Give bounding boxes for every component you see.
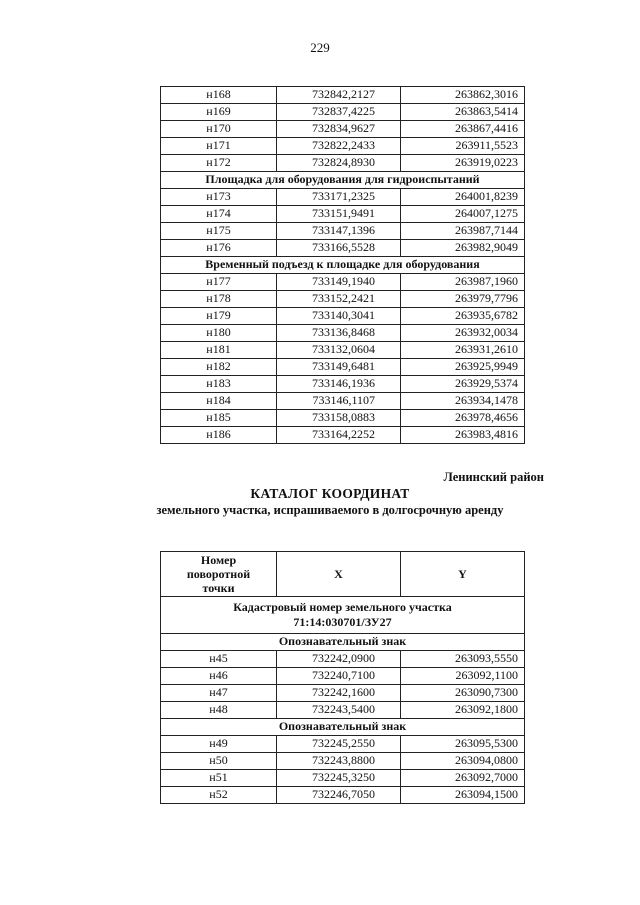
table-row [161, 240, 525, 257]
y-coordinate-cell: 263862,3016 [401, 87, 525, 104]
x-coordinate-cell: 732822,2433 [277, 138, 401, 155]
y-coordinate-cell: 263867,4416 [401, 121, 525, 138]
y-coordinate-cell: 263094,0800 [401, 753, 525, 770]
table-row [161, 138, 525, 155]
section-title: Опознавательный знак [161, 719, 525, 736]
point-number-cell: н178 [161, 291, 277, 308]
page-number: 229 [310, 40, 330, 55]
x-coordinate-cell: 733171,2325 [277, 189, 401, 206]
table-row [161, 359, 525, 376]
header-y: Y [401, 552, 525, 597]
district-label: Ленинский район [443, 470, 544, 484]
header-point-number: Номер поворотной точки [161, 552, 277, 597]
table-row [161, 223, 525, 240]
y-coordinate-cell: 263982,9049 [401, 240, 525, 257]
point-number-cell: н51 [161, 770, 277, 787]
table-row [161, 376, 525, 393]
section-row [161, 719, 525, 736]
y-coordinate-cell: 263934,1478 [401, 393, 525, 410]
catalog-title: КАТАЛОГ КООРДИНАТ [250, 486, 410, 501]
table-header-row [161, 552, 525, 597]
table-row [161, 104, 525, 121]
y-coordinate-cell: 263983,4816 [401, 427, 525, 444]
table-row [161, 787, 525, 804]
point-number-cell: н175 [161, 223, 277, 240]
x-coordinate-cell: 732242,0900 [277, 651, 401, 668]
section-title: Опознавательный знак [161, 634, 525, 651]
point-number-cell: н46 [161, 668, 277, 685]
table-row [161, 189, 525, 206]
table-row [161, 274, 525, 291]
table-row [161, 393, 525, 410]
section-row [161, 257, 525, 274]
x-coordinate-cell: 733136,8468 [277, 325, 401, 342]
x-coordinate-cell: 732834,9627 [277, 121, 401, 138]
x-coordinate-cell: 732240,7100 [277, 668, 401, 685]
table-row [161, 651, 525, 668]
point-number-cell: н50 [161, 753, 277, 770]
y-coordinate-cell: 263092,1800 [401, 702, 525, 719]
y-coordinate-cell: 263092,7000 [401, 770, 525, 787]
table-row [161, 702, 525, 719]
x-coordinate-cell: 733166,5528 [277, 240, 401, 257]
y-coordinate-cell: 263095,5300 [401, 736, 525, 753]
coordinates-table-2 [160, 551, 525, 804]
coordinates-table-1 [160, 86, 525, 444]
point-number-cell: н183 [161, 376, 277, 393]
section-row [161, 634, 525, 651]
table-row [161, 668, 525, 685]
y-coordinate-cell: 263987,7144 [401, 223, 525, 240]
y-coordinate-cell: 263935,6782 [401, 308, 525, 325]
x-coordinate-cell: 733149,1940 [277, 274, 401, 291]
point-number-cell: н176 [161, 240, 277, 257]
x-coordinate-cell: 732824,8930 [277, 155, 401, 172]
point-number-cell: н174 [161, 206, 277, 223]
y-coordinate-cell: 263911,5523 [401, 138, 525, 155]
section-title: Площадка для оборудования для гидроиспытаний [161, 172, 525, 189]
point-number-cell: н186 [161, 427, 277, 444]
point-number-cell: н171 [161, 138, 277, 155]
y-coordinate-cell: 264001,8239 [401, 189, 525, 206]
catalog-subtitle: земельного участка, испрашиваемого в долгосрочную аренду [156, 503, 504, 517]
x-coordinate-cell: 733140,3041 [277, 308, 401, 325]
point-number-cell: н181 [161, 342, 277, 359]
table-row [161, 291, 525, 308]
x-coordinate-cell: 733147,1396 [277, 223, 401, 240]
x-coordinate-cell: 732242,1600 [277, 685, 401, 702]
point-number-cell: н169 [161, 104, 277, 121]
table-row [161, 308, 525, 325]
point-number-cell: н180 [161, 325, 277, 342]
x-coordinate-cell: 733164,2252 [277, 427, 401, 444]
point-number-cell: н170 [161, 121, 277, 138]
cadastral-number: Кадастровый номер земельного участка 71:14:030701/ЗУ27 [161, 597, 525, 634]
x-coordinate-cell: 732245,2550 [277, 736, 401, 753]
table-row [161, 736, 525, 753]
point-number-cell: н47 [161, 685, 277, 702]
point-number-cell: н182 [161, 359, 277, 376]
y-coordinate-cell: 263094,1500 [401, 787, 525, 804]
x-coordinate-cell: 733132,0604 [277, 342, 401, 359]
x-coordinate-cell: 733152,2421 [277, 291, 401, 308]
y-coordinate-cell: 263929,5374 [401, 376, 525, 393]
table-row [161, 342, 525, 359]
table-row [161, 770, 525, 787]
point-number-cell: н173 [161, 189, 277, 206]
table-row [161, 206, 525, 223]
point-number-cell: н45 [161, 651, 277, 668]
x-coordinate-cell: 732842,2127 [277, 87, 401, 104]
point-number-cell: н172 [161, 155, 277, 172]
section-row [161, 172, 525, 189]
table-row [161, 121, 525, 138]
x-coordinate-cell: 733158,0883 [277, 410, 401, 427]
y-coordinate-cell: 263863,5414 [401, 104, 525, 121]
x-coordinate-cell: 732245,3250 [277, 770, 401, 787]
table-row [161, 685, 525, 702]
x-coordinate-cell: 733149,6481 [277, 359, 401, 376]
point-number-cell: н49 [161, 736, 277, 753]
y-coordinate-cell: 263978,4656 [401, 410, 525, 427]
x-coordinate-cell: 732246,7050 [277, 787, 401, 804]
y-coordinate-cell: 263932,0034 [401, 325, 525, 342]
table-row [161, 87, 525, 104]
section-title: Временный подъезд к площадке для оборудования [161, 257, 525, 274]
y-coordinate-cell: 263987,1960 [401, 274, 525, 291]
point-number-cell: н185 [161, 410, 277, 427]
point-number-cell: н184 [161, 393, 277, 410]
x-coordinate-cell: 732837,4225 [277, 104, 401, 121]
y-coordinate-cell: 263092,1100 [401, 668, 525, 685]
table-row [161, 325, 525, 342]
cadastral-number-row [161, 597, 525, 634]
point-number-cell: н179 [161, 308, 277, 325]
point-number-cell: н177 [161, 274, 277, 291]
y-coordinate-cell: 263979,7796 [401, 291, 525, 308]
point-number-cell: н168 [161, 87, 277, 104]
header-x: X [277, 552, 401, 597]
x-coordinate-cell: 733146,1936 [277, 376, 401, 393]
table-row [161, 753, 525, 770]
table-row [161, 410, 525, 427]
x-coordinate-cell: 732243,5400 [277, 702, 401, 719]
x-coordinate-cell: 732243,8800 [277, 753, 401, 770]
y-coordinate-cell: 263919,0223 [401, 155, 525, 172]
y-coordinate-cell: 263931,2610 [401, 342, 525, 359]
point-number-cell: н52 [161, 787, 277, 804]
y-coordinate-cell: 264007,1275 [401, 206, 525, 223]
point-number-cell: н48 [161, 702, 277, 719]
x-coordinate-cell: 733151,9491 [277, 206, 401, 223]
x-coordinate-cell: 733146,1107 [277, 393, 401, 410]
y-coordinate-cell: 263925,9949 [401, 359, 525, 376]
table-row [161, 427, 525, 444]
y-coordinate-cell: 263093,5550 [401, 651, 525, 668]
table-row [161, 155, 525, 172]
y-coordinate-cell: 263090,7300 [401, 685, 525, 702]
